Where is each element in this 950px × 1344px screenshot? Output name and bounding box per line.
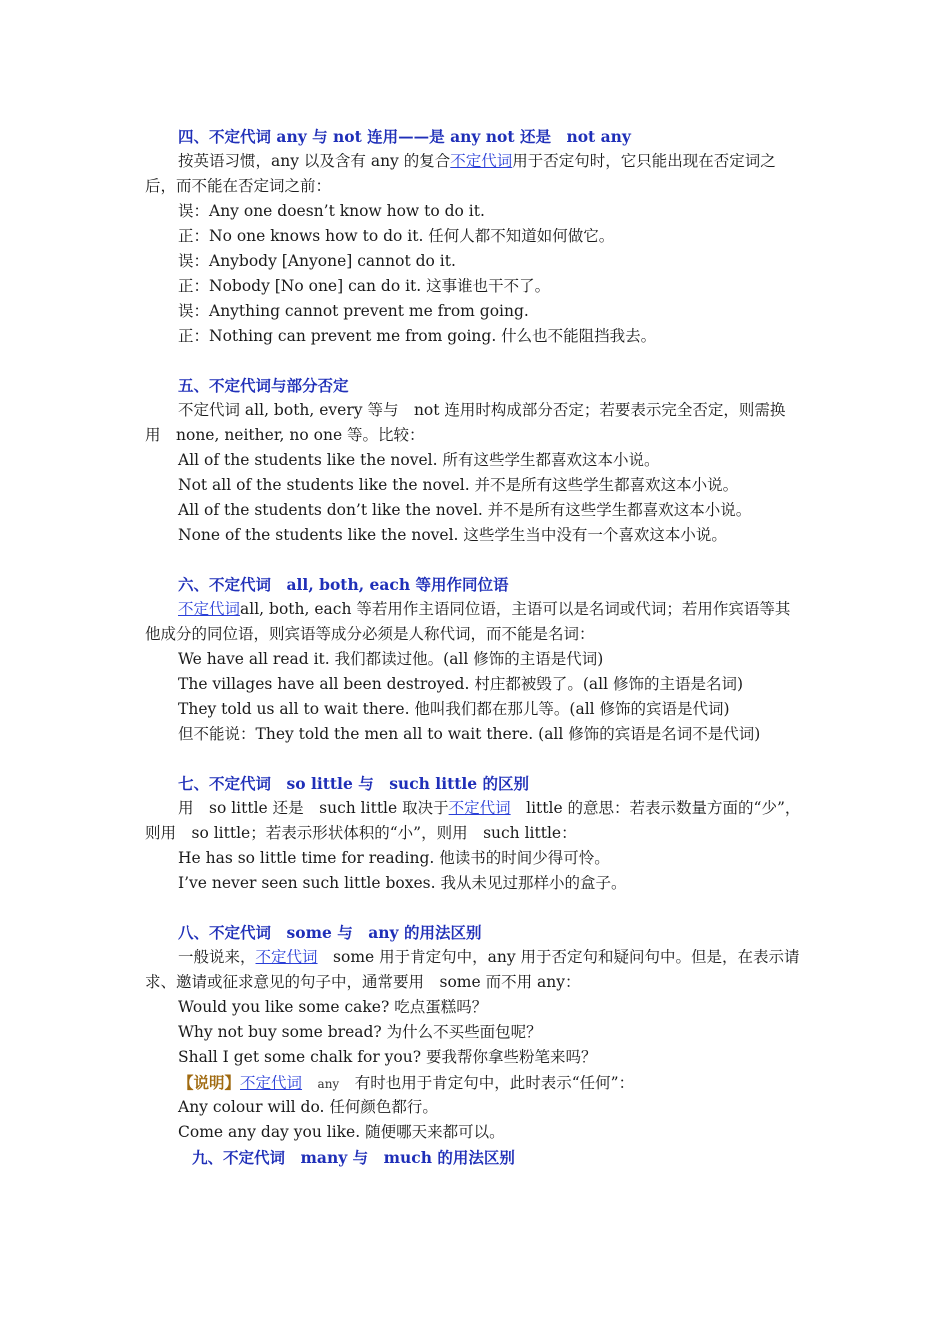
note-line [178,1070,848,1097]
text-segment: all, both, each 等若用作主语同位语，主语可以是名词或代词；若用作宾语等其 [240,600,791,618]
example-line: We have all read it. 我们都读过他。(all 修饰的主语是代词) [178,650,604,668]
section-5-paragraph-line-2: 用 none, neither, no one 等。比较： [145,426,425,444]
example-line: He has so little time for reading. 他读书的时间少得可怜。 [178,849,610,867]
text-segment: 用于否定句时，它只能出现在否定词之 [512,152,776,170]
example-line: I’ve never seen such little boxes. 我从未见过那样小的盒子。 [178,874,627,892]
example-line: Come any day you like. 随便哪天来都可以。 [178,1123,505,1141]
example-line: Not all of the students like the novel. 并不是所有这些学生都喜欢这本小说。 [178,476,739,494]
example-line: 正：No one knows how to do it. 任何人都不知道如何做它。 [178,227,615,245]
example-line: 误：Any one doesn’t know how to do it. [178,202,485,220]
section-4-paragraph-line-1 [178,149,848,174]
example-line: None of the students like the novel. 这些学生当中没有一个喜欢这本小说。 [178,526,727,544]
indefinite-pronoun-link[interactable]: 不定代词 [240,1074,303,1092]
example-line: The villages have all been destroyed. 村庄都被毁了。(all 修饰的主语是名词) [178,675,744,693]
text-segment: little 的意思：若表示数量方面的“少”， [510,799,801,817]
text-segment: 按英语习惯，any 以及含有 any 的复合 [178,152,451,170]
example-line: Why not buy some bread? 为什么不买些面包呢？ [178,1023,542,1041]
section-5-heading: 五、不定代词与部分否定 [178,376,349,395]
section-6-heading: 六、不定代词 all, both, each 等用作同位语 [178,575,509,594]
section-9-heading: 九、不定代词 many 与 much 的用法区别 [192,1148,515,1167]
section-6-paragraph-line-2: 他成分的同位语，则宾语等成分必须是人称代词，而不能是名词： [145,625,595,643]
example-line: All of the students don’t like the novel. 并不是所有这些学生都喜欢这本小说。 [178,501,752,519]
example-line: 误：Anything cannot prevent me from going. [178,302,529,320]
indefinite-pronoun-link[interactable]: 不定代词 [448,799,511,817]
indefinite-pronoun-link[interactable]: 不定代词 [178,600,241,618]
note-any-word: any [317,1077,340,1091]
text-segment: 用 so little 还是 such little 取决于 [178,799,449,817]
section-8-heading: 八、不定代词 some 与 any 的用法区别 [178,923,482,942]
section-5-paragraph-line-1: 不定代词 all, both, every 等与 not 连用时构成部分否定；若要表示完全否定，则需换 [178,401,786,419]
example-line: Would you like some cake? 吃点蛋糕吗？ [178,998,488,1016]
section-7-paragraph-line-2: 则用 so little；若表示形状体积的“小”，则用 such little： [145,824,577,842]
section-6-paragraph-line-1 [178,597,848,622]
example-line: Any colour will do. 任何颜色都行。 [178,1098,438,1116]
text-segment: some 用于肯定句中，any 用于否定句和疑问句中。但是，在表示请 [317,948,800,966]
example-line: 但不能说：They told the men all to wait there. (all 修饰的宾语是名词不是代词) [178,725,761,743]
note-label: 【说明】 [178,1073,241,1092]
section-4-heading: 四、不定代词 any 与 not 连用——是 any not 还是 not any [178,127,631,146]
section-8-paragraph-line-1 [178,945,848,970]
example-line: They told us all to wait there. 他叫我们都在那儿等。(all 修饰的宾语是代词) [178,700,730,718]
example-line: All of the students like the novel. 所有这些学生都喜欢这本小说。 [178,451,660,469]
indefinite-pronoun-link[interactable]: 不定代词 [255,948,318,966]
section-7-paragraph-line-1 [178,796,848,821]
indefinite-pronoun-link[interactable]: 不定代词 [450,152,513,170]
section-8-paragraph-line-2: 求、邀请或征求意见的句子中，通常要用 some 而不用 any： [145,973,581,991]
example-line: 正：Nothing can prevent me from going. 什么也不能阻挡我去。 [178,327,657,345]
text-segment: 一般说来， [178,948,256,966]
example-line: Shall I get some chalk for you? 要我帮你拿些粉笔来吗？ [178,1048,597,1066]
section-4-paragraph-line-2: 后，而不能在否定词之前： [145,177,332,195]
section-7-heading: 七、不定代词 so little 与 such little 的区别 [178,774,530,793]
example-line: 正：Nobody [No one] can do it. 这事谁也干不了。 [178,277,551,295]
example-line: 误：Anybody [Anyone] cannot do it. [178,252,456,270]
note-text: 有时也用于肯定句中，此时表示“任何”： [354,1074,635,1092]
